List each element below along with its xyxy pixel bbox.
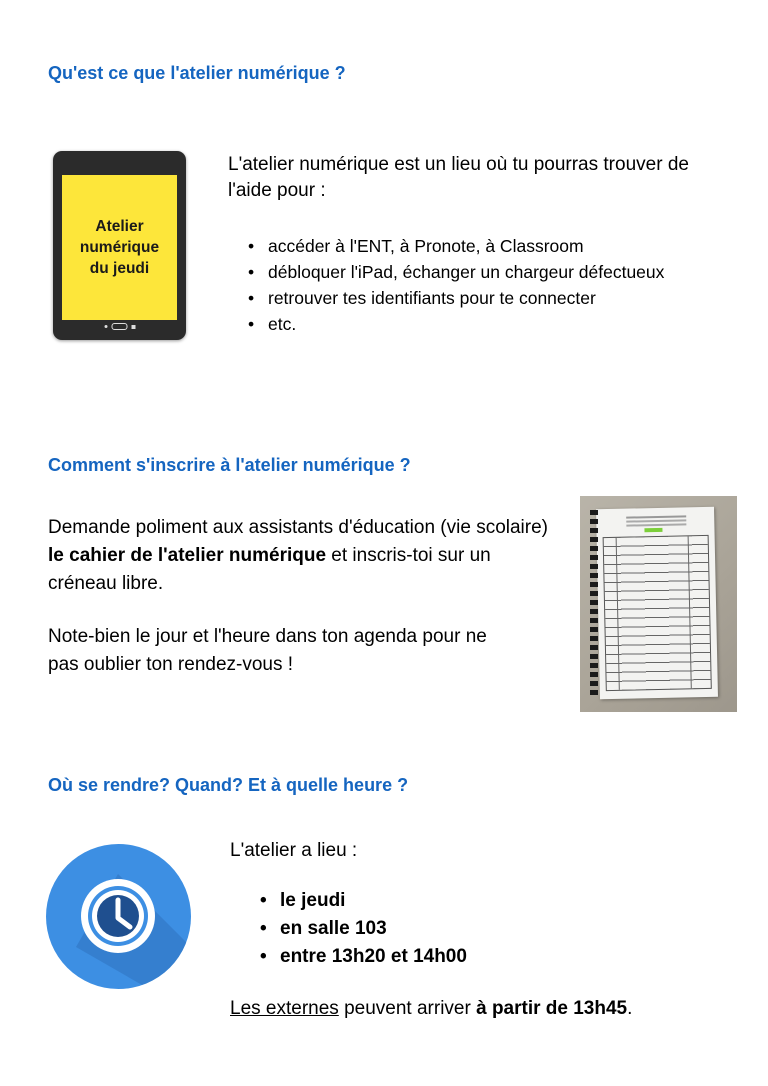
tablet-line-2: numérique [79, 239, 160, 256]
binding-rings [590, 510, 598, 696]
notebook-page [596, 507, 718, 699]
tablet-icon [53, 151, 186, 340]
list-item: • en salle 103 [254, 915, 467, 943]
list-item: • le jeudi [254, 887, 467, 915]
note-end: . [627, 998, 633, 1019]
list-item: • débloquer l'iPad, échanger un chargeur défectueux [242, 259, 664, 285]
section3-bullet-list [254, 887, 467, 971]
section2-p1-end: et inscris-toi sur un créneau libre. [48, 545, 491, 594]
section1-intro: L'atelier numérique est un lieu où tu pourras trouver de l'aide pour : [228, 154, 689, 201]
list-item: • accéder à l'ENT, à Pronote, à Classroom [242, 233, 664, 259]
section1-heading: Qu'est ce que l'atelier numérique ? [48, 63, 346, 83]
section3-heading: Où se rendre? Quand? Et à quelle heure ? [48, 775, 409, 795]
section3-intro: L'atelier a lieu : [230, 840, 358, 861]
section2-paragraph-1 [48, 514, 548, 598]
section2-heading: Comment s'inscrire à l'atelier numérique ? [48, 455, 411, 475]
section3-note [230, 996, 750, 1022]
section1-bullet-list [242, 233, 664, 337]
list-item: • etc. [242, 311, 664, 337]
list-item: • entre 13h20 et 14h00 [254, 943, 467, 971]
note-middle: peuvent arriver [338, 998, 477, 1019]
tablet-line-3: du jeudi [89, 260, 150, 277]
note-bold: à partir de 13h45 [476, 998, 628, 1019]
tablet-screen [62, 175, 177, 320]
section2-p1-bold: le cahier de l'atelier numérique [48, 545, 327, 566]
clock-icon [46, 844, 191, 989]
section2-paragraph-2: Note-bien le jour et l'heure dans ton agenda pour ne pas oublier ton rendez-vous ! [48, 626, 487, 675]
list-item: • retrouver tes identifiants pour te connecter [242, 285, 664, 311]
section2-p1-start: Demande poliment aux assistants d'éducation (vie scolaire) [48, 517, 548, 538]
notebook-photo [580, 496, 737, 712]
note-underlined: Les externes [230, 998, 339, 1019]
tablet-line-1: Atelier [95, 218, 144, 235]
tablet-buttons [104, 323, 135, 330]
